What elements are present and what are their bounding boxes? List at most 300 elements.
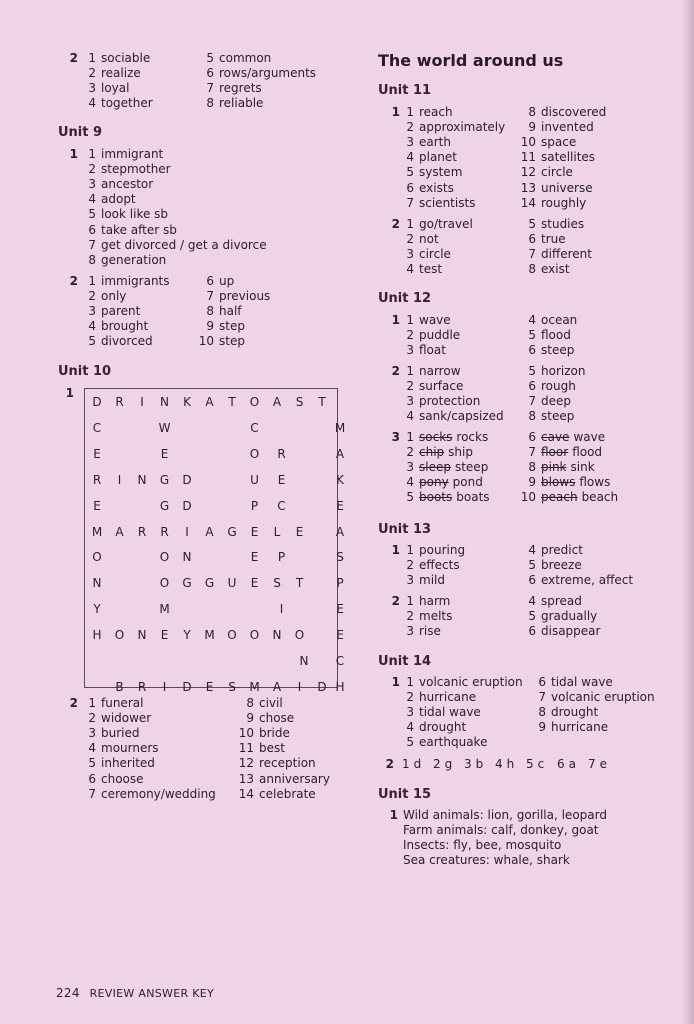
grid-letter: P bbox=[336, 576, 344, 591]
item-number: 7 bbox=[206, 289, 214, 304]
item-number: 7 bbox=[88, 237, 96, 252]
unit11-ex1-left-item bbox=[400, 105, 453, 120]
item-number: 5 bbox=[88, 334, 96, 349]
answer-word: immigrants bbox=[101, 274, 170, 288]
item-number: 1 bbox=[406, 217, 414, 231]
grid-letter: K bbox=[183, 395, 191, 409]
item-number: 3 bbox=[88, 177, 96, 192]
answer-word: earth bbox=[419, 135, 451, 150]
item-number: 1 bbox=[88, 696, 96, 710]
unit12-ex2-right-item bbox=[518, 394, 571, 409]
grid-letter: B bbox=[115, 679, 124, 694]
unit10-ex2-left-item bbox=[80, 772, 144, 787]
grid-letter: N bbox=[182, 550, 192, 565]
item-number: 2 bbox=[406, 232, 414, 247]
item-number: 6 bbox=[88, 222, 96, 237]
item-number: 5 bbox=[206, 51, 214, 65]
unit-13-title: Unit 13 bbox=[378, 522, 432, 537]
item-number: 7 bbox=[206, 81, 214, 96]
item-number: 13 bbox=[238, 771, 254, 786]
answer-word: steep bbox=[454, 460, 489, 475]
answer-word: scientists bbox=[419, 195, 476, 210]
answer-word: together bbox=[101, 96, 153, 111]
grid-letter: K bbox=[336, 472, 344, 487]
answer-word: different bbox=[541, 247, 592, 262]
unit-11-title: Unit 11 bbox=[378, 83, 432, 98]
item-number: 7 bbox=[538, 690, 546, 705]
unit11-ex1-right-item bbox=[518, 105, 606, 120]
answer-word: rows/arguments bbox=[219, 66, 317, 81]
grid-letter: H bbox=[92, 628, 102, 643]
item-number: 3 bbox=[406, 394, 414, 409]
item-number: 2 bbox=[406, 609, 414, 624]
item-number: 8 bbox=[528, 105, 536, 119]
answer-word: chose bbox=[259, 711, 295, 726]
answer-word: ship bbox=[448, 445, 473, 460]
item-number: 8 bbox=[538, 705, 546, 720]
item-number: 3 bbox=[88, 304, 96, 319]
grid-letter: C bbox=[92, 420, 102, 435]
item-number: 7 bbox=[588, 757, 596, 771]
answer-word: satellites bbox=[541, 150, 596, 165]
answer-word: stepmother bbox=[101, 162, 171, 177]
unit11-ex1-right-item bbox=[518, 165, 573, 180]
grid-letter: P bbox=[250, 498, 259, 513]
answer-word: sociable bbox=[101, 51, 151, 65]
crossed-out-word: floor bbox=[541, 445, 569, 460]
unit14-ex1-left-item bbox=[400, 675, 523, 690]
answer-word: effects bbox=[419, 558, 460, 573]
item-number: 5 bbox=[406, 735, 414, 750]
item-number: 3 bbox=[88, 81, 96, 96]
answer-word: ancestor bbox=[101, 177, 154, 192]
unit9-ex2-left-item bbox=[80, 274, 170, 289]
answer-word: puddle bbox=[419, 328, 461, 343]
answer-word: generation bbox=[101, 252, 167, 267]
item-number: 5 bbox=[526, 757, 534, 771]
item-number: 5 bbox=[528, 609, 536, 624]
item-number: 5 bbox=[528, 217, 536, 231]
grid-letter: R bbox=[277, 446, 286, 461]
unit13-ex2-right-item bbox=[518, 594, 582, 609]
unit10-ex2-left-item bbox=[80, 726, 140, 741]
answer-word: sink bbox=[570, 460, 595, 475]
unit12-ex2-left-item bbox=[400, 394, 480, 409]
grid-letter: O bbox=[249, 446, 260, 461]
item-number: 3 bbox=[406, 705, 414, 720]
section-title: The world around us bbox=[378, 51, 564, 70]
unit11-ex1-label: 1 bbox=[391, 105, 400, 119]
unit-9-title: Unit 9 bbox=[58, 125, 103, 140]
unit13-ex2-right-item bbox=[518, 609, 597, 624]
grid-letter: E bbox=[295, 524, 304, 539]
grid-letter: O bbox=[294, 628, 305, 643]
grid-letter: M bbox=[159, 602, 170, 617]
item-number: 6 bbox=[528, 624, 536, 639]
unit11-ex2-right-item bbox=[518, 232, 566, 247]
unit9-ex2-right-item bbox=[198, 289, 270, 304]
item-number: 6 bbox=[538, 675, 546, 689]
grid-letter: S bbox=[273, 576, 281, 591]
item-number: 3 bbox=[406, 247, 414, 262]
grid-letter: O bbox=[227, 628, 237, 643]
grid-letter: N bbox=[160, 395, 169, 409]
answer-word: exists bbox=[419, 180, 454, 195]
item-number: 2 bbox=[406, 690, 414, 705]
unit10-ex2-right-item bbox=[236, 741, 285, 756]
answer-word: deep bbox=[541, 394, 571, 409]
answer-word: universe bbox=[541, 180, 593, 195]
unit11-ex2-right-item bbox=[518, 217, 584, 232]
answer-letter: h bbox=[506, 757, 515, 771]
answer-word: float bbox=[419, 343, 446, 358]
unit11-ex1-right-item bbox=[518, 120, 594, 135]
grid-letter: N bbox=[137, 472, 147, 487]
item-number: 5 bbox=[528, 558, 536, 573]
grid-letter: M bbox=[204, 628, 215, 643]
grid-letter: A bbox=[205, 395, 214, 409]
answer-word: tidal wave bbox=[551, 675, 613, 689]
top-left-item bbox=[80, 51, 150, 66]
category-line: Sea creatures: whale, shark bbox=[403, 853, 570, 868]
item-number: 6 bbox=[406, 180, 414, 195]
item-number: 2 bbox=[88, 289, 96, 304]
unit11-ex1-left-item bbox=[400, 135, 451, 150]
unit12-ex3-left-item bbox=[400, 460, 488, 475]
unit12-ex1-right-item bbox=[518, 343, 574, 358]
top-right-item bbox=[200, 66, 316, 81]
item-number: 2 bbox=[406, 120, 414, 135]
unit-10-title: Unit 10 bbox=[58, 364, 112, 379]
grid-letter: G bbox=[227, 524, 237, 539]
unit9-ex1-item bbox=[80, 207, 168, 222]
unit11-ex2-right-item bbox=[518, 247, 592, 262]
item-number: 7 bbox=[528, 394, 536, 409]
unit14-ex1-right-item bbox=[528, 690, 655, 705]
answer-word: pond bbox=[452, 475, 483, 490]
top-right-item bbox=[200, 81, 262, 96]
item-number: 1 bbox=[406, 594, 414, 608]
answer-word: discovered bbox=[541, 105, 607, 119]
unit13-ex2-label: 2 bbox=[391, 594, 400, 608]
answer-word: get divorced / get a divorce bbox=[101, 237, 267, 252]
answer-word: planet bbox=[419, 150, 457, 165]
unit13-ex2-left-item bbox=[400, 594, 450, 609]
matching-answer bbox=[588, 757, 607, 772]
grid-letter: Y bbox=[93, 602, 101, 617]
grid-letter: M bbox=[91, 524, 103, 539]
unit14-ex1-right-item bbox=[528, 675, 613, 690]
item-number: 5 bbox=[406, 490, 414, 505]
item-number: 6 bbox=[557, 757, 565, 771]
footer-label: REVIEW ANSWER KEY bbox=[89, 987, 214, 1000]
unit9-ex1-item bbox=[80, 223, 177, 238]
answer-word: immigrant bbox=[101, 147, 164, 161]
answer-word: half bbox=[219, 304, 242, 319]
unit9-ex2-right-item bbox=[198, 334, 245, 349]
unit13-ex2-left-item bbox=[400, 624, 441, 639]
grid-letter: G bbox=[159, 498, 170, 513]
unit10-ex2-left-item bbox=[80, 696, 143, 711]
grid-letter: L bbox=[273, 524, 281, 539]
answer-word: steep bbox=[541, 343, 575, 358]
item-number: 6 bbox=[206, 274, 214, 288]
grid-letter: A bbox=[335, 524, 345, 539]
answer-word: true bbox=[541, 232, 566, 247]
unit13-ex1-right-item bbox=[518, 573, 633, 588]
item-number: 6 bbox=[528, 379, 536, 394]
item-number: 6 bbox=[528, 430, 536, 444]
unit14-ex1-left-item bbox=[400, 690, 476, 705]
page-number: 224 bbox=[56, 986, 80, 1000]
unit10-ex1-label: 1 bbox=[65, 386, 74, 400]
crossed-out-word: pink bbox=[541, 460, 567, 475]
grid-letter: D bbox=[92, 395, 102, 409]
item-number: 4 bbox=[88, 192, 96, 207]
item-number: 2 bbox=[88, 711, 96, 726]
item-number: 1 bbox=[88, 274, 96, 288]
answer-word: beach bbox=[581, 490, 619, 505]
unit12-ex3-right-item bbox=[518, 475, 610, 490]
matching-answer bbox=[526, 757, 544, 772]
unit11-ex1-left-item bbox=[400, 165, 462, 180]
unit12-ex3-left-item bbox=[400, 475, 483, 490]
answer-word: brought bbox=[101, 319, 149, 334]
answer-word: volcanic eruption bbox=[419, 675, 523, 689]
unit9-ex1-item bbox=[80, 147, 163, 162]
grid-letter: O bbox=[114, 628, 125, 643]
item-number: 1 bbox=[406, 675, 414, 689]
unit10-ex2-left-item bbox=[80, 711, 151, 726]
answer-word: up bbox=[219, 274, 235, 288]
top-left-item bbox=[80, 66, 141, 81]
unit12-ex3-right-item bbox=[518, 445, 602, 460]
grid-letter: S bbox=[295, 395, 304, 409]
item-number: 8 bbox=[528, 409, 536, 424]
unit12-ex1-left-item bbox=[400, 343, 446, 358]
unit9-ex2-left-item bbox=[80, 289, 126, 304]
grid-letter: I bbox=[162, 679, 167, 694]
top-left-item bbox=[80, 81, 129, 96]
grid-letter: O bbox=[249, 628, 260, 643]
unit11-ex2-left-item bbox=[400, 262, 442, 277]
grid-letter: O bbox=[159, 550, 170, 565]
unit12-ex3-label: 3 bbox=[391, 430, 400, 444]
answer-word: reliable bbox=[219, 96, 264, 111]
answer-word: pouring bbox=[419, 543, 466, 557]
item-number: 9 bbox=[528, 475, 536, 490]
answer-word: roughly bbox=[541, 195, 587, 210]
answer-letter: b bbox=[475, 757, 484, 771]
item-number: 13 bbox=[520, 180, 536, 195]
grid-letter: E bbox=[93, 498, 101, 513]
unit12-ex3-right-item bbox=[518, 430, 605, 445]
item-number: 1 bbox=[88, 51, 96, 65]
answer-word: loyal bbox=[101, 81, 130, 96]
unit-14-title: Unit 14 bbox=[378, 654, 432, 669]
item-number: 4 bbox=[406, 720, 414, 735]
unit13-ex1-left-item bbox=[400, 543, 465, 558]
unit13-ex1-right-item bbox=[518, 543, 583, 558]
item-number: 8 bbox=[528, 262, 536, 277]
unit12-ex1-left-item bbox=[400, 328, 460, 343]
grid-letter: E bbox=[336, 602, 344, 617]
item-number: 1 bbox=[402, 757, 410, 771]
answer-word: spread bbox=[541, 594, 582, 608]
answer-word: funeral bbox=[101, 696, 144, 710]
grid-letter: O bbox=[159, 576, 170, 591]
answer-word: exist bbox=[541, 262, 570, 277]
answer-word: steep bbox=[541, 409, 575, 424]
answer-word: only bbox=[101, 289, 127, 304]
matching-answer bbox=[557, 757, 576, 772]
unit9-ex2-right-item bbox=[198, 274, 234, 289]
item-number: 4 bbox=[528, 543, 536, 557]
unit12-ex2-right-item bbox=[518, 379, 576, 394]
top-right-item bbox=[200, 96, 263, 111]
unit12-ex2-right-item bbox=[518, 409, 574, 424]
item-number: 5 bbox=[528, 364, 536, 378]
unit10-ex2-left-item bbox=[80, 756, 155, 771]
grid-letter: N bbox=[92, 576, 102, 591]
matching-answer bbox=[464, 757, 483, 772]
unit12-ex3-left-item bbox=[400, 445, 473, 460]
answer-word: common bbox=[219, 51, 272, 65]
grid-letter: R bbox=[137, 524, 147, 539]
item-number: 9 bbox=[206, 319, 214, 334]
item-number: 10 bbox=[520, 135, 536, 150]
unit9-ex1-item bbox=[80, 192, 136, 207]
answer-word: drought bbox=[419, 720, 467, 735]
answer-word: flood bbox=[572, 445, 603, 460]
item-number: 1 bbox=[406, 364, 414, 378]
answer-word: volcanic eruption bbox=[551, 690, 655, 705]
item-number: 9 bbox=[538, 720, 546, 735]
answer-word: wave bbox=[419, 313, 451, 327]
unit10-ex2-label: 2 bbox=[69, 696, 78, 710]
grid-letter: E bbox=[160, 446, 169, 461]
answer-word: approximately bbox=[419, 120, 506, 135]
item-number: 8 bbox=[246, 696, 254, 710]
answer-word: bride bbox=[259, 726, 290, 741]
item-number: 6 bbox=[528, 343, 536, 358]
unit12-ex1-label: 1 bbox=[391, 313, 400, 327]
unit14-ex1-left-item bbox=[400, 735, 487, 750]
item-number: 4 bbox=[495, 757, 503, 771]
item-number: 5 bbox=[88, 756, 96, 771]
item-number: 2 bbox=[406, 445, 414, 460]
answer-letter: c bbox=[537, 757, 545, 771]
unit10-ex2-left-item bbox=[80, 787, 216, 802]
unit9-ex2-left-item bbox=[80, 334, 153, 349]
item-number: 2 bbox=[88, 162, 96, 177]
top-right-item bbox=[200, 51, 271, 66]
unit12-ex3-right-item bbox=[518, 460, 595, 475]
unit11-ex1-right-item bbox=[518, 196, 586, 211]
crossed-out-word: blows bbox=[541, 475, 576, 490]
grid-letter: S bbox=[228, 679, 236, 694]
grid-letter: E bbox=[277, 472, 286, 487]
grid-letter: T bbox=[295, 576, 304, 591]
unit9-ex2-right-item bbox=[198, 304, 242, 319]
unit10-ex2-left-item bbox=[80, 741, 159, 756]
grid-letter: N bbox=[299, 654, 309, 668]
answer-word: melts bbox=[419, 609, 453, 624]
answer-word: protection bbox=[419, 394, 481, 409]
unit9-ex1-item bbox=[80, 253, 166, 268]
item-number: 4 bbox=[406, 262, 414, 277]
answer-letter: e bbox=[599, 757, 608, 771]
item-number: 6 bbox=[528, 573, 536, 588]
unit14-ex1-right-item bbox=[528, 720, 608, 735]
item-number: 1 bbox=[88, 147, 96, 161]
item-number: 8 bbox=[88, 252, 96, 267]
item-number: 7 bbox=[406, 195, 414, 210]
unit9-ex1-label: 1 bbox=[69, 147, 78, 161]
item-number: 1 bbox=[406, 430, 414, 444]
grid-letter: U bbox=[227, 576, 237, 591]
grid-letter: O bbox=[249, 395, 260, 409]
grid-letter: A bbox=[335, 446, 345, 461]
item-number: 4 bbox=[528, 313, 536, 327]
unit11-ex1-left-item bbox=[400, 181, 454, 196]
item-number: 6 bbox=[88, 771, 96, 786]
unit9-ex1-item bbox=[80, 238, 267, 253]
crossed-out-word: socks bbox=[419, 430, 453, 444]
answer-word: realize bbox=[101, 66, 141, 81]
answer-word: rough bbox=[541, 379, 576, 394]
item-number: 6 bbox=[528, 232, 536, 247]
grid-letter: R bbox=[92, 472, 102, 487]
answer-word: flows bbox=[579, 475, 611, 490]
item-number: 3 bbox=[406, 135, 414, 150]
unit13-ex1-left-item bbox=[400, 573, 445, 588]
item-number: 12 bbox=[238, 756, 254, 771]
item-number: 9 bbox=[246, 711, 254, 726]
answer-word: regrets bbox=[219, 81, 262, 96]
item-number: 5 bbox=[88, 207, 96, 222]
grid-letter: G bbox=[159, 472, 170, 487]
crossed-out-word: chip bbox=[419, 445, 445, 460]
answer-word: not bbox=[419, 232, 439, 247]
answer-word: disappear bbox=[541, 624, 601, 639]
item-number: 14 bbox=[238, 786, 254, 801]
grid-letter: N bbox=[272, 628, 282, 643]
answer-letter: g bbox=[444, 757, 453, 771]
answer-word: choose bbox=[101, 771, 144, 786]
page-footer bbox=[56, 986, 214, 1000]
answer-word: step bbox=[219, 319, 245, 334]
unit9-ex1-item bbox=[80, 177, 153, 192]
item-number: 2 bbox=[406, 328, 414, 343]
grid-letter: U bbox=[250, 472, 259, 487]
item-number: 10 bbox=[520, 490, 536, 505]
item-number: 2 bbox=[433, 757, 441, 771]
grid-letter: E bbox=[250, 576, 259, 591]
grid-letter: P bbox=[277, 550, 286, 565]
answer-word: wave bbox=[573, 430, 606, 444]
grid-letter: H bbox=[335, 679, 345, 694]
item-number: 4 bbox=[88, 96, 96, 111]
unit11-ex2-left-item bbox=[400, 232, 439, 247]
grid-letter: I bbox=[117, 472, 122, 487]
crossed-out-word: sleep bbox=[419, 460, 451, 475]
item-number: 10 bbox=[198, 334, 214, 349]
unit9-ex2-right-item bbox=[198, 319, 245, 334]
unit11-ex1-left-item bbox=[400, 196, 475, 211]
unit11-ex2-left-item bbox=[400, 247, 451, 262]
unit11-ex1-right-item bbox=[518, 181, 593, 196]
